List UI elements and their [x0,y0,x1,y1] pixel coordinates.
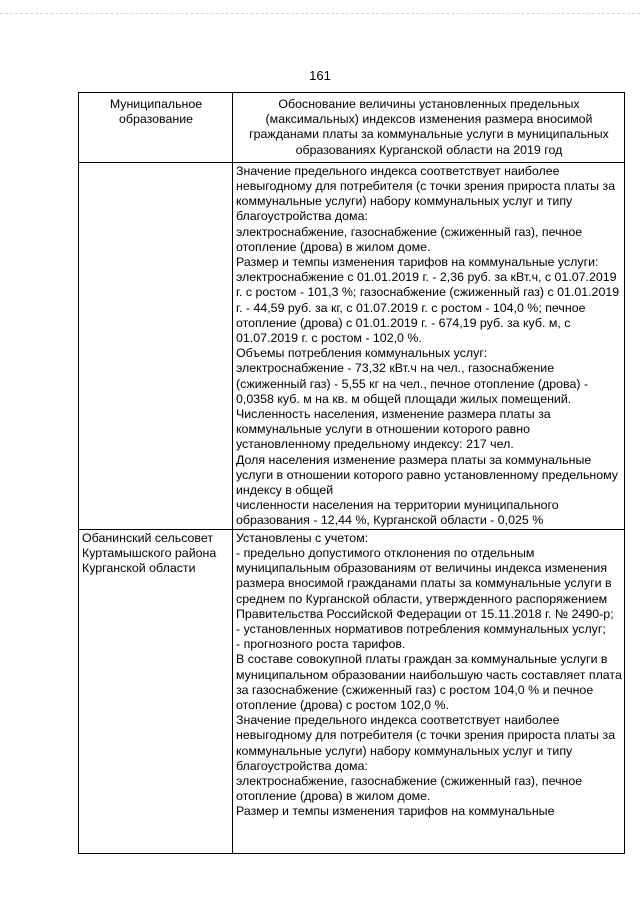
paragraph: электроснабжение - 73,32 кВт.ч на чел., газоснабжение (сжиженный газ) - 5,55 кг на чел., печное отопление (дрова) - 0,0358 куб. м на кв. м общей площади жилых помещений. [236,361,589,406]
paragraph: электроснабжение с 01.01.2019 г. - 2,36 руб. за кВт.ч, с 01.07.2019 г. с ростом - 101,3 %; газоснабжение (сжиженный газ) с 01.01.2019 г. - 44,59 руб. за кг, с 01.07.2019 г. с ростом - 104,0 %; печное отопление (дрова) с 01.01.2019 г. - 674,19 руб. за куб. м, с 01.07.2019 г. с ростом - 102,0 %. [236,270,620,346]
justification-cell [233,529,625,853]
table-row [79,162,625,529]
paragraph: Размер и темпы изменения тарифов на коммунальные [236,804,555,819]
paragraph: электроснабжение, газоснабжение (сжиженный газ), печное отопление (дрова) в жилом доме. [236,224,583,254]
municipality-cell [79,162,233,529]
header-municipality: Муниципальное образование [79,93,233,163]
justification-cell [233,162,625,529]
table-header-row [79,93,625,163]
paragraph: - прогнозного роста тарифов. [236,637,406,652]
paragraph: Значение предельного индекса соответствует наиболее невыгодному для потребителя (с точки зрения прироста платы за коммунальные услуги) набору коммунальных услуг и типу благоустройства дома: [236,163,616,224]
page-number: 161 [309,68,331,83]
paragraph: Объемы потребления коммунальных услуг: [236,346,488,361]
paragraph: Численность населения, изменение размера платы за коммунальные услуги в отношении которого равно установленному предельному индексу: 217 чел. [236,407,551,452]
tariff-justification-table [78,92,625,854]
paragraph: - предельно допустимого отклонения по отдельным муниципальным образованиям от величины индекса изменения размера вносимой гражданами платы за коммунальные услуги в среднем по Курганской области, утвержденного распоряжением Правительства Российской Федерации от 15.11.2018 г. № 2490-р; [236,545,614,621]
paragraph: Размер и темпы изменения тарифов на коммунальные услуги: [236,255,599,270]
table-row [79,529,625,853]
header-justification: Обоснование величины установленных предельных (максимальных) индексов изменения размера вносимой гражданами платы за коммунальные услуги в муниципальных образованиях Курганской области на 2019 год [233,93,625,163]
paragraph: Установлены с учетом: [236,530,369,545]
paragraph: В составе совокупной платы граждан за коммунальные услуги в муниципальном образовании наибольшую часть составляет плата за газоснабжение (сжиженный газ) с ростом 104,0 % и печное отопление (дрова) с ростом 102,0 %. [236,652,622,712]
municipality-cell: Обанинский сельсовет Куртамышского района Курганской области [79,529,233,853]
scan-top-edge [0,13,640,14]
paragraph: электроснабжение, газоснабжение (сжиженный газ), печное отопление (дрова) в жилом доме. [236,773,583,804]
paragraph: Доля населения изменение размера платы за коммунальные услуги в отношении которого равно установленному предельному индексу в общей [236,452,618,498]
paragraph: численности населения на территории муниципального образования - 12,44 %, Курганской области - 0,025 % [236,498,559,528]
paragraph: - установленных нормативов потребления коммунальных услуг; [236,621,606,636]
paragraph: Значение предельного индекса соответствует наиболее невыгодному для потребителя (с точки зрения прироста платы за коммунальные услуги) набору коммунальных услуг и типу благоустройства дома: [236,713,616,773]
